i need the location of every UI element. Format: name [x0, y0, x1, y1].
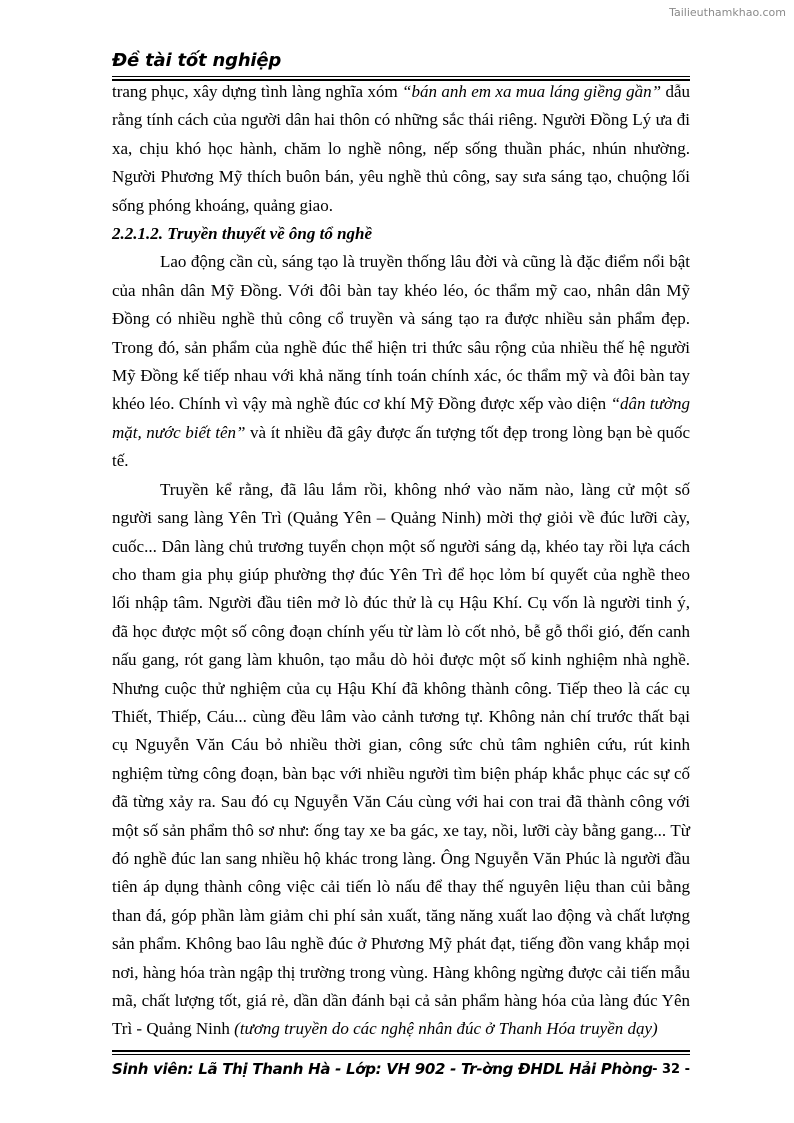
paragraph-2	[112, 248, 690, 475]
paragraph-1	[112, 78, 690, 220]
footer-rule	[112, 1054, 690, 1055]
text-run: Truyền kể rằng, đã lâu lắm rồi, không nhớ vào năm nào, làng cử một số người sang làng Yên Trì (Quảng Yên – Quảng Ninh) mời thợ giỏi về đúc lưỡi cày, cuốc... Dân làng chủ trương tuyển chọn một số người sáng dạ, khéo tay rồi lựa cách cho tham gia phụ giúp phường thợ đúc Yên Trì để học lỏm bí quyết của nghề theo lối nhập tâm. Người đầu tiên mở lò đúc thử là cụ Hậu Khí. Cụ vốn là người tinh ý, đã học được một số công đoạn chính yếu từ làm lò cốt nhỏ, bễ gỗ thổi gió, đến canh nấu gang, rót gang làm khuôn, tạo mẫu dò hỏi được một số kinh nghiệm nhà nghề. Nhưng cuộc thử nghiệm của cụ Hậu Khí đã không thành công. Tiếp theo là các cụ Thiết, Thiếp, Cáu... cùng đều lâm vào cảnh tương tự. Không nản chí trước thất bại cụ Nguyễn Văn Cáu bỏ nhiều thời gian, công sức chủ tâm nghiên cứu, rút kinh nghiệm từng công đoạn, bàn bạc với nhiều người tìm biện pháp khắc phục các sự cố đã từng xảy ra. Sau đó cụ Nguyễn Văn Cáu cùng với hai con trai đã thành công với một số sản phẩm thô sơ như: ống tay xe ba gác, xe tay, nồi, lưỡi cày bằng gang... Từ đó nghề đúc lan sang nhiều hộ khác trong làng. Ông Nguyễn Văn Phúc là người đầu tiên áp dụng thành công việc cải tiến lò nấu để thay thế nguyên liệu than củi bằng than đá, góp phần làm giảm chi phí sản xuất, tăng năng xuất lao động và chất lượng sản phẩm. Không bao lâu nghề đúc ở Phương Mỹ phát đạt, tiếng đồn vang khắp mọi nơi, hàng hóa tràn ngập thị trường trong vùng. Hàng không ngừng được cải tiến mẫu mã, chất lượng tốt, giá rẻ, dần dần đánh bại cả sản phẩm hàng hóa của làng đúc Yên Trì - Quảng Ninh	[112, 479, 690, 1039]
citation-note: (tương truyền do các nghệ nhân đúc ở Thanh Hóa truyền dạy)	[234, 1019, 658, 1039]
text-run: Lao động cần cù, sáng tạo là truyền thống lâu đời và cũng là đặc điểm nổi bật của nhân dân Mỹ Đồng. Với đôi bàn tay khéo léo, óc thẩm mỹ cao, nhân dân Mỹ Đồng có nhiều nghề thủ công cổ truyền và sáng tạo ra được nhiều sản phẩm đẹp. Trong đó, sản phẩm của nghề đúc thể hiện tri thức sâu rộng của nhiều thế hệ người Mỹ Đồng kế tiếp nhau với khả năng tính toán chính xác, óc thẩm mỹ và đôi bàn tay khéo léo. Chính vì vậy mà nghề đúc cơ khí Mỹ Đồng được xếp vào diện	[112, 252, 690, 414]
footer-rule-thick	[112, 1050, 690, 1052]
header-rule	[112, 76, 690, 77]
section-heading: 2.2.1.2. Truyền thuyết về ông tổ nghề	[112, 224, 373, 244]
footer-text: Sinh viên: Lã Thị Thanh Hà - Lớp: VH 902 - Tr-ờng ĐHDL Hải Phòng	[112, 1060, 653, 1078]
page-number: - 32 -	[652, 1062, 690, 1077]
text-run: trang phục, xây dựng tình làng nghĩa xóm	[112, 82, 403, 101]
quote: “dân tường mặt, nước biết tên”	[112, 394, 690, 442]
document-body	[112, 78, 690, 1044]
paragraph-3	[112, 476, 690, 1044]
text-run: và ít nhiều đã gây được ấn tượng tốt đẹp trong lòng bạn bè quốc tế.	[112, 422, 690, 471]
header-title: Đề tài tốt nghiệp	[112, 50, 282, 71]
quote: “bán anh em xa mua láng giềng gần”	[402, 82, 662, 101]
text-run: dẫu rằng tính cách của người dân hai thôn có những sắc thái riêng. Người Đồng Lý ưa đi xa, chịu khó học hành, chăm lo nghề nông, nếp sống thuần phác, nhún nhường. Người Phương Mỹ thích buôn bán, yêu nghề thủ công, say sưa sáng tạo, chuộng lối sống phóng khoáng, quảng giao.	[112, 82, 690, 215]
watermark: Tailieuthamkhao.com	[669, 6, 786, 19]
page-header	[112, 50, 690, 74]
